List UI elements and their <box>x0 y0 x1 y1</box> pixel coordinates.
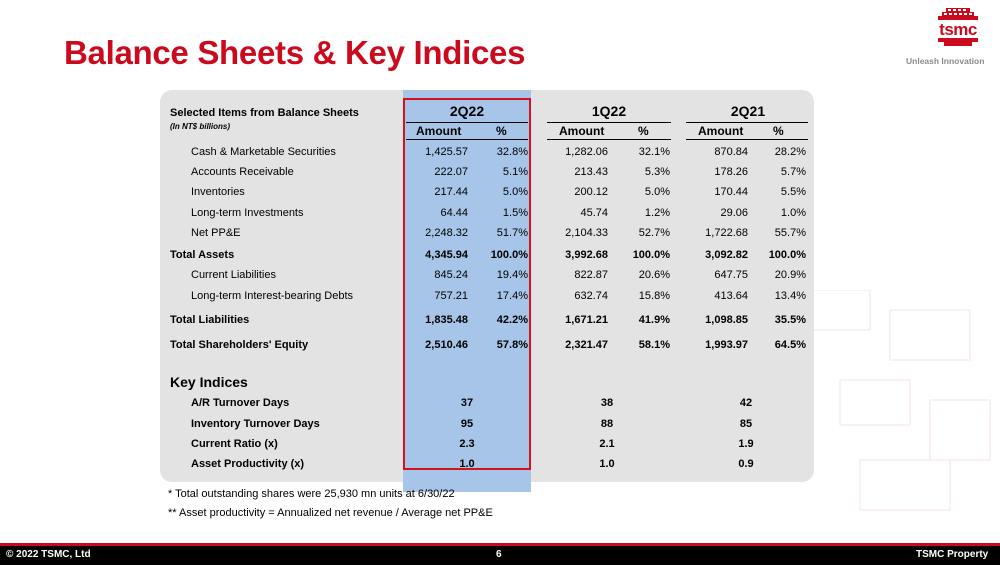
cell-value: 55.7% <box>774 227 806 239</box>
cell-value: 217.44 <box>434 186 468 198</box>
cell-value: 13.4% <box>774 290 806 302</box>
col-rule-1q22 <box>547 139 671 140</box>
cell-value: 632.74 <box>574 290 608 302</box>
page-title: Balance Sheets & Key Indices <box>64 34 526 71</box>
row-label: Cash & Marketable Securities <box>191 146 336 158</box>
cell-value: 845.24 <box>434 269 468 281</box>
cell-value: 58.1% <box>638 339 670 351</box>
cell-value: 1.5% <box>502 207 528 219</box>
cell-value: 64.5% <box>774 339 806 351</box>
row-label: Inventories <box>191 186 245 198</box>
row-label: Net PP&E <box>191 227 241 239</box>
row-label-total: Total Liabilities <box>170 314 250 326</box>
cell-value: 35.5% <box>774 314 806 326</box>
cell-value: 1,425.57 <box>425 146 468 158</box>
index-value: 2.1 <box>599 438 615 450</box>
cell-value: 52.7% <box>638 227 670 239</box>
cell-value: 5.1% <box>502 166 528 178</box>
cell-value: 1,722.68 <box>705 227 748 239</box>
period-header-1q22: 1Q22 <box>591 103 627 119</box>
cell-value: 100.0% <box>632 249 670 261</box>
row-label-total: Total Shareholders' Equity <box>170 339 309 351</box>
cell-value: 178.26 <box>714 166 748 178</box>
cell-value: 822.87 <box>574 269 608 281</box>
logo-tagline: Unleash Innovation <box>906 56 985 66</box>
logo-text: tsmc <box>939 20 977 39</box>
cell-value: 200.12 <box>574 186 608 198</box>
cell-value: 41.9% <box>638 314 670 326</box>
index-label: Current Ratio (x) <box>191 438 278 450</box>
row-label: Long-term Interest-bearing Debts <box>191 290 354 302</box>
cell-value: 4,345.94 <box>425 249 468 261</box>
cell-value: 15.8% <box>638 290 670 302</box>
cell-value: 1,993.97 <box>705 339 748 351</box>
cell-value: 222.07 <box>434 166 468 178</box>
index-value: 85 <box>739 418 753 430</box>
col-amount-1q22: Amount <box>559 124 605 138</box>
cell-value: 42.2% <box>496 314 528 326</box>
cell-value: 413.64 <box>714 290 748 302</box>
cell-value: 100.0% <box>768 249 806 261</box>
index-value: 1.9 <box>738 438 754 450</box>
footnote-asset-productivity: ** Asset productivity = Annualized net revenue / Average net PP&E <box>168 507 493 519</box>
footer-property: TSMC Property <box>916 549 989 560</box>
cell-value: 57.8% <box>496 339 528 351</box>
cell-value: 17.4% <box>496 290 528 302</box>
cell-value: 2,321.47 <box>565 339 608 351</box>
index-label: Inventory Turnover Days <box>191 418 320 430</box>
row-label-total: Total Assets <box>170 249 235 261</box>
cell-value: 20.9% <box>774 269 806 281</box>
cell-value: 5.7% <box>780 166 806 178</box>
cell-value: 213.43 <box>574 166 608 178</box>
period-header-2q22: 2Q22 <box>449 103 485 119</box>
index-value: 42 <box>739 397 753 409</box>
row-label: Current Liabilities <box>191 269 276 281</box>
table-header-label: Selected Items from Balance Sheets <box>170 107 359 119</box>
col-rule-2q21 <box>686 139 808 140</box>
cell-value: 19.4% <box>496 269 528 281</box>
footnote-shares: * Total outstanding shares were 25,930 mn units at 6/30/22 <box>168 488 455 500</box>
cell-value: 2,510.46 <box>425 339 468 351</box>
footer-bar <box>0 546 1000 565</box>
index-value: 88 <box>600 418 614 430</box>
index-label: Asset Productivity (x) <box>191 458 305 470</box>
index-value: 2.3 <box>459 438 475 450</box>
footer-copyright: © 2022 TSMC, Ltd <box>6 549 91 560</box>
cell-value: 1.2% <box>644 207 670 219</box>
cell-value: 32.8% <box>496 146 528 158</box>
cell-value: 3,992.68 <box>565 249 608 261</box>
cell-value: 5.5% <box>780 186 806 198</box>
footer-page-number: 6 <box>496 549 502 560</box>
period-header-2q21: 2Q21 <box>730 103 766 119</box>
cell-value: 647.75 <box>714 269 748 281</box>
col-amount-2q21: Amount <box>698 124 744 138</box>
row-label: Accounts Receivable <box>191 166 294 178</box>
col-pct-1q22: % <box>638 124 649 138</box>
index-value: 1.0 <box>459 458 475 470</box>
period-rule-2q21 <box>686 122 808 123</box>
cell-value: 170.44 <box>714 186 748 198</box>
cell-value: 1,835.48 <box>425 314 468 326</box>
index-value: 1.0 <box>599 458 615 470</box>
cell-value: 45.74 <box>580 207 608 219</box>
index-label: A/R Turnover Days <box>191 397 290 409</box>
index-value: 95 <box>460 418 474 430</box>
col-pct-2q22: % <box>496 124 507 138</box>
cell-value: 100.0% <box>490 249 528 261</box>
cell-value: 2,248.32 <box>425 227 468 239</box>
cell-value: 1,282.06 <box>565 146 608 158</box>
cell-value: 3,092.82 <box>705 249 748 261</box>
cell-value: 28.2% <box>774 146 806 158</box>
cell-value: 5.0% <box>502 186 528 198</box>
index-value: 37 <box>460 397 474 409</box>
highlight-frame <box>403 98 531 470</box>
cell-value: 757.21 <box>434 290 468 302</box>
row-label: Long-term Investments <box>191 207 304 219</box>
key-indices-title: Key Indices <box>170 374 248 390</box>
cell-value: 5.0% <box>644 186 670 198</box>
cell-value: 64.44 <box>440 207 468 219</box>
period-rule-1q22 <box>547 122 671 123</box>
cell-value: 51.7% <box>496 227 528 239</box>
cell-value: 1,671.21 <box>565 314 608 326</box>
cell-value: 1.0% <box>780 207 806 219</box>
cell-value: 29.06 <box>720 207 748 219</box>
cell-value: 1,098.85 <box>705 314 748 326</box>
cell-value: 2,104.33 <box>565 227 608 239</box>
cell-value: 32.1% <box>638 146 670 158</box>
col-pct-2q21: % <box>773 124 784 138</box>
cell-value: 870.84 <box>714 146 748 158</box>
col-amount-2q22: Amount <box>416 124 462 138</box>
cell-value: 5.3% <box>644 166 670 178</box>
table-header-units: (In NT$ billions) <box>170 122 230 131</box>
cell-value: 20.6% <box>638 269 670 281</box>
index-value: 38 <box>600 397 614 409</box>
index-value: 0.9 <box>738 458 754 470</box>
